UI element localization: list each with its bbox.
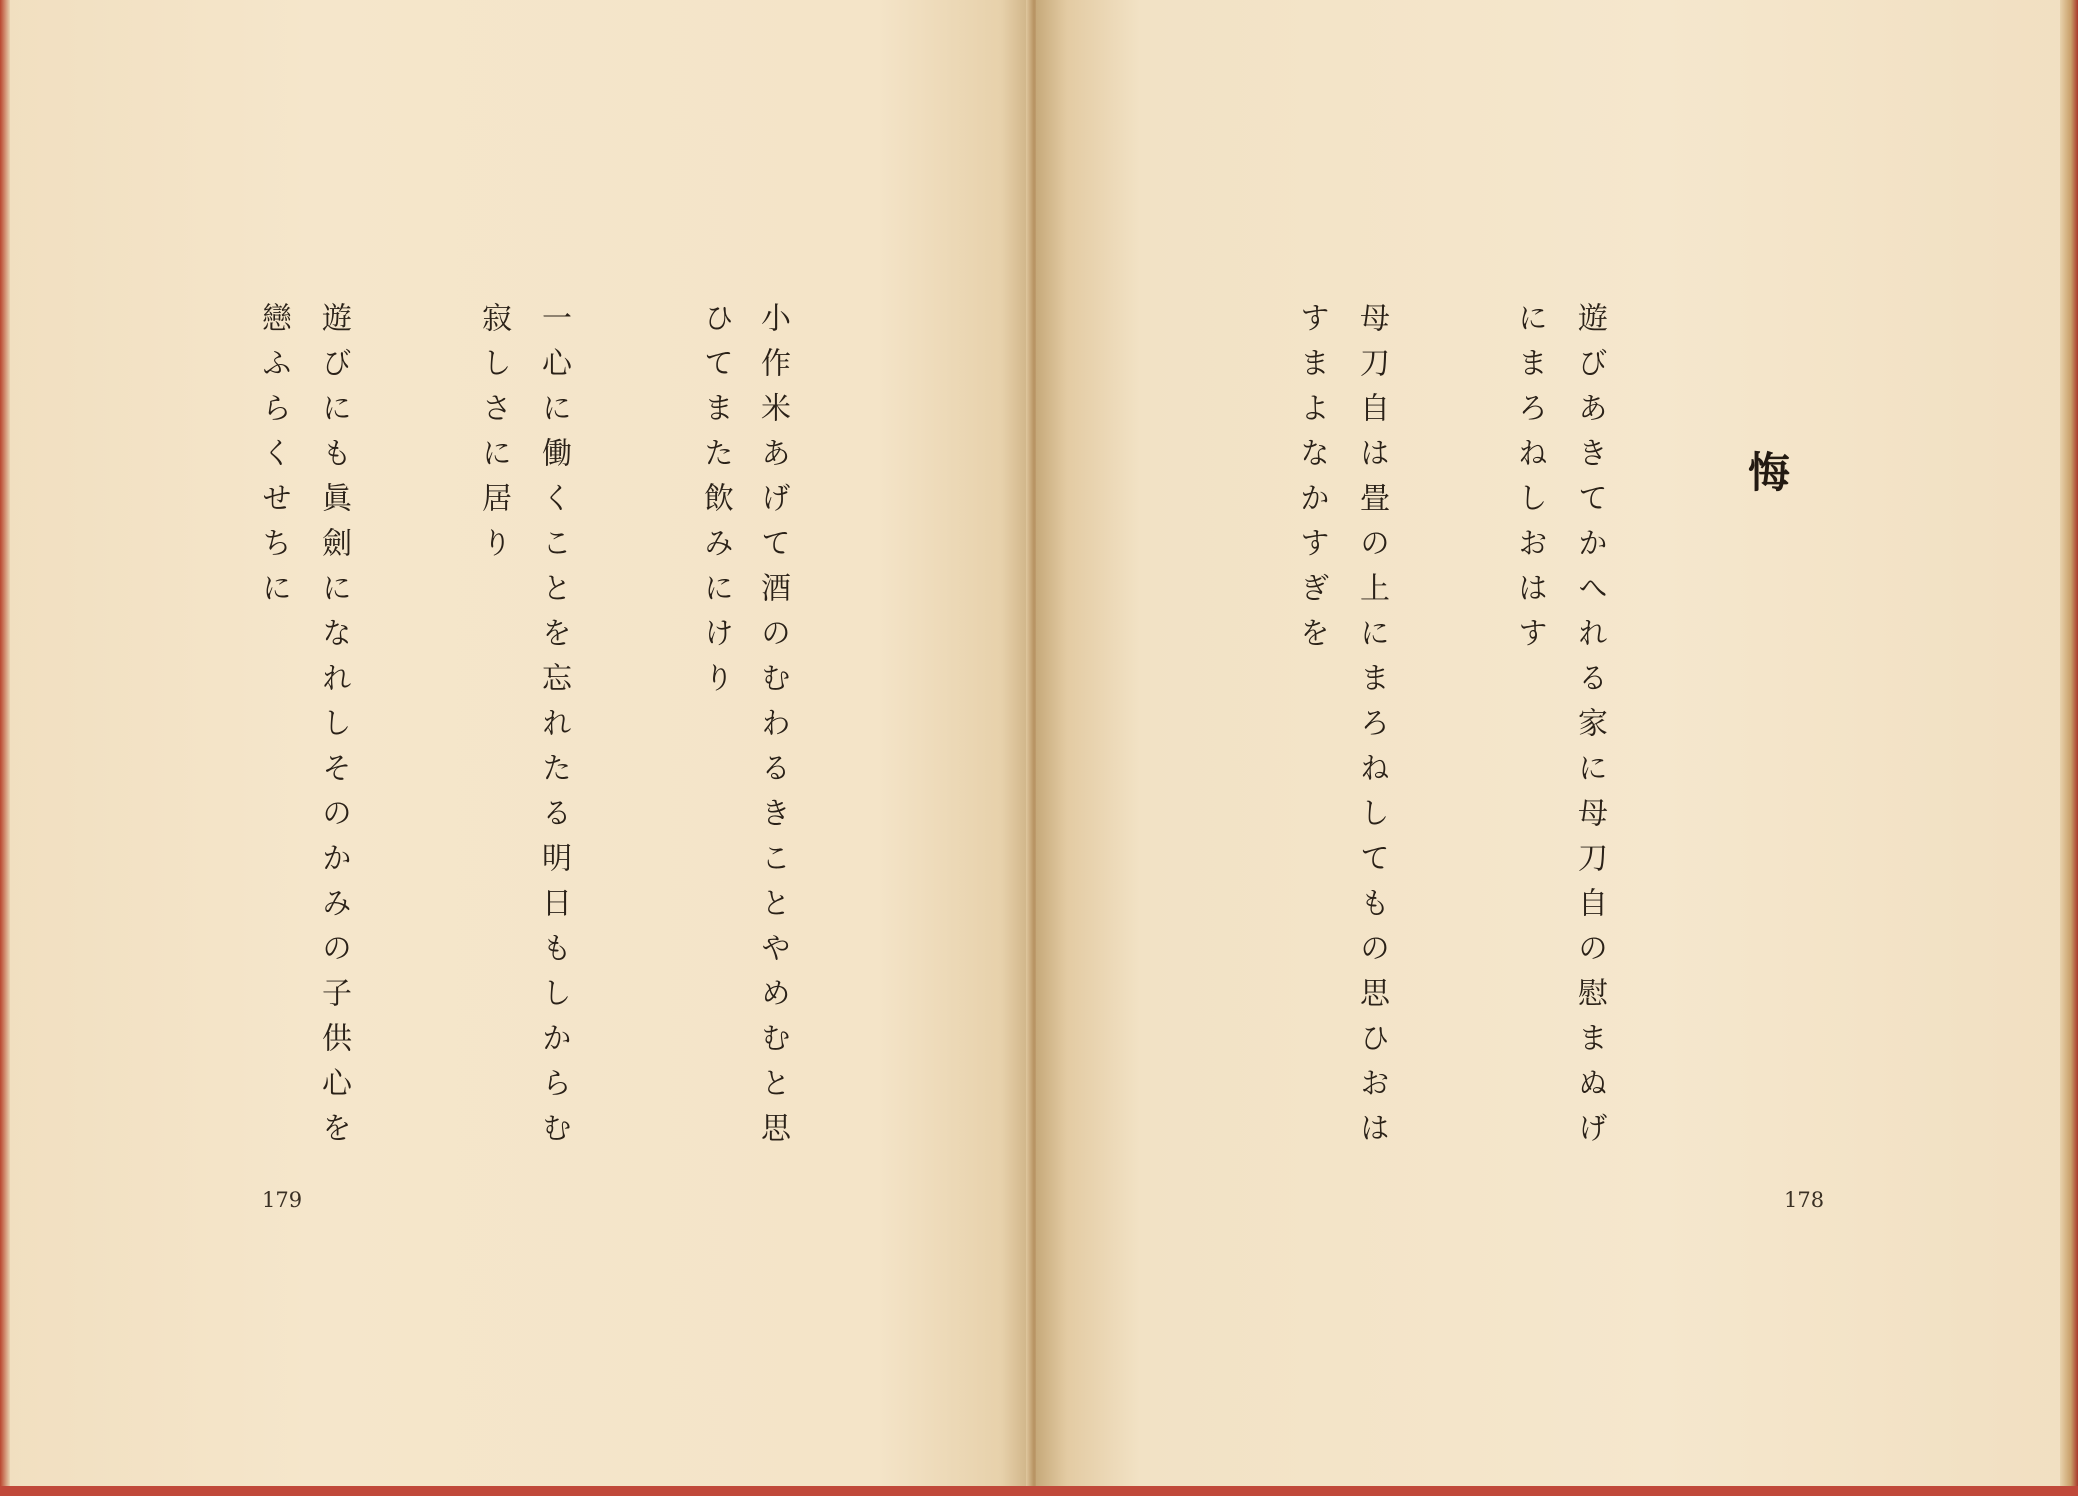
right-line-4: すまよなかすぎを [1294,302,1329,662]
right-page-edge [2060,0,2078,1496]
left-line-3: 一心に働くことを忘れたる明日もしからむ [536,302,571,1157]
left-line-2: ひてまた飲みにけり [698,302,733,707]
book-bottom-edge [0,1486,2078,1496]
left-line-1: 小作米あげて酒のむわるきことやめむと思 [755,302,790,1157]
right-line-2: にまろねしおはす [1512,302,1547,662]
left-line-5: 遊びにも眞劍になれしそのかみの子供心を [316,302,351,1157]
right-line-3: 母刀自は畳の上にまろねしてもの思ひおは [1354,302,1389,1157]
left-line-4: 寂しさに居り [476,302,511,572]
page-number-right: 178 [1784,1188,1825,1212]
page-number-left: 179 [262,1188,303,1212]
poem-title: 悔 [1748,448,1791,497]
right-page [1036,0,2078,1496]
left-line-6: 戀ふらくせちに [256,302,291,617]
left-page-edge [0,0,10,1496]
right-line-1: 遊びあきてかへれる家に母刀自の慰まぬげ [1572,302,1607,1157]
left-page [0,0,1032,1496]
